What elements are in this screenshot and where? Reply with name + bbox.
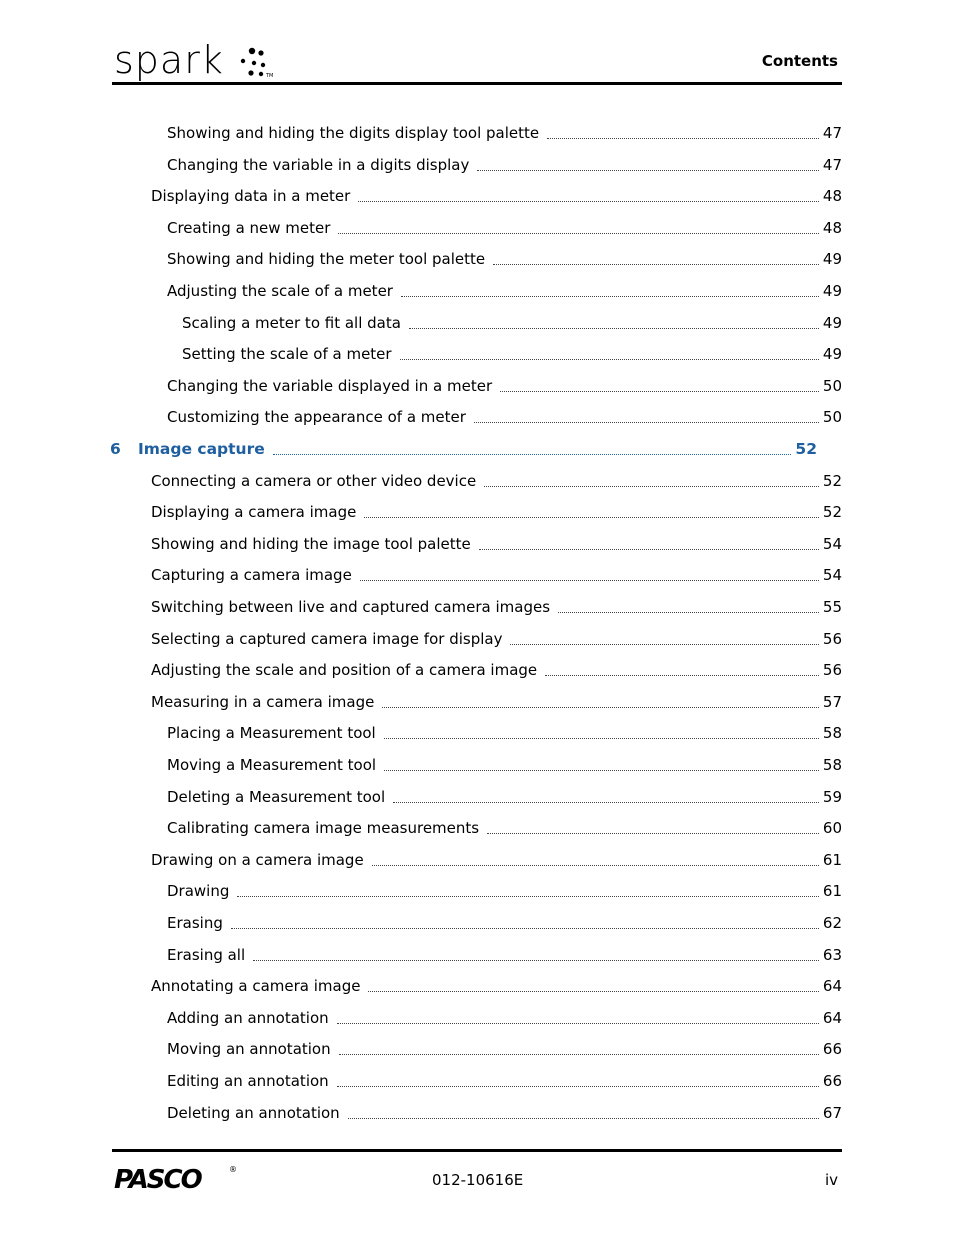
toc-entry[interactable] (167, 787, 842, 807)
toc-entry[interactable] (167, 249, 842, 269)
toc-entry[interactable] (167, 1039, 842, 1059)
dot-leader (384, 738, 819, 739)
chapter-number: 6 (110, 440, 121, 458)
toc-entry-page: 54 (822, 566, 842, 584)
toc-entry-page: 48 (822, 219, 842, 237)
dot-leader (409, 328, 819, 329)
toc-entry-page: 47 (822, 124, 842, 142)
toc-entry[interactable] (167, 1008, 842, 1028)
toc-entry[interactable] (167, 755, 842, 775)
dot-leader (368, 991, 818, 992)
dot-leader (393, 802, 819, 803)
toc-entry-title: Scaling a meter to fit all data (182, 314, 401, 332)
toc-entry-title: Moving an annotation (167, 1040, 331, 1058)
dot-leader (479, 549, 819, 550)
toc-entry-page: 50 (822, 377, 842, 395)
toc-entry[interactable] (151, 186, 842, 206)
toc-entry[interactable] (151, 692, 842, 712)
toc-entry-page: 59 (822, 788, 842, 806)
dot-leader (253, 960, 819, 961)
dot-leader (382, 707, 819, 708)
spark-dots-icon (239, 46, 275, 78)
dot-leader (337, 1086, 819, 1087)
toc-entry-title: Adding an annotation (167, 1009, 329, 1027)
page-header (112, 40, 842, 85)
toc-entry-page: 49 (822, 345, 842, 363)
toc-entry-page: 58 (822, 724, 842, 742)
toc-entry-page: 48 (822, 187, 842, 205)
toc-entry-title: Displaying a camera image (151, 503, 357, 521)
dot-leader (358, 201, 819, 202)
toc-entry-page: 54 (822, 535, 842, 553)
toc-entry-title: Drawing (167, 882, 230, 900)
dot-leader (474, 422, 819, 423)
toc-entry-title: Capturing a camera image (151, 566, 352, 584)
toc-entry-page: 64 (822, 1009, 842, 1027)
toc-entry-title: Selecting a captured camera image for display (151, 630, 503, 648)
toc-entry[interactable] (151, 976, 842, 996)
toc-entry-title: Calibrating camera image measurements (167, 819, 480, 837)
toc-entry[interactable] (151, 534, 842, 554)
toc-entry-page: 49 (822, 250, 842, 268)
dot-leader (477, 170, 819, 171)
spark-logo: spark (114, 38, 224, 82)
toc-entry[interactable] (167, 881, 842, 901)
pasco-logo-text: PASCO (114, 1165, 201, 1192)
dot-leader (360, 580, 819, 581)
toc-entry-title: Switching between live and captured camera images (151, 598, 551, 616)
toc-entry-title: Deleting an annotation (167, 1104, 340, 1122)
dot-leader (487, 833, 819, 834)
toc-entry-title: Moving a Measurement tool (167, 756, 377, 774)
toc-entry[interactable] (167, 723, 842, 743)
toc-entry[interactable] (167, 281, 842, 301)
toc-entry-page: 64 (822, 977, 842, 995)
toc-entry-title: Setting the scale of a meter (182, 345, 392, 363)
toc-entry[interactable] (167, 1071, 842, 1091)
toc-entry-title: Placing a Measurement tool (167, 724, 376, 742)
toc-entry-page: 61 (822, 882, 842, 900)
toc-entry[interactable] (151, 471, 842, 491)
dot-leader (348, 1118, 819, 1119)
toc-entry-title: Image capture (138, 440, 265, 458)
dot-leader (558, 612, 819, 613)
document-number: 012-10616E (432, 1171, 524, 1189)
toc-entry-page: 66 (822, 1040, 842, 1058)
toc-entry[interactable] (182, 313, 842, 333)
dot-leader (364, 517, 819, 518)
toc-entry[interactable] (151, 850, 842, 870)
toc-entry-page: 63 (822, 946, 842, 964)
toc-entry[interactable] (167, 218, 842, 238)
toc-entry-page: 52 (822, 472, 842, 490)
toc-entry-page: 56 (822, 661, 842, 679)
pasco-logo (114, 1162, 244, 1192)
toc-entry-title: Measuring in a camera image (151, 693, 375, 711)
toc-entry-page: 58 (822, 756, 842, 774)
dot-leader (500, 391, 819, 392)
toc-entry-page: 47 (822, 156, 842, 174)
toc-entry-page: 50 (822, 408, 842, 426)
dot-leader (372, 865, 819, 866)
toc-entry-page: 49 (822, 282, 842, 300)
trademark-mark: TM (266, 73, 274, 78)
toc-entry-title: Annotating a camera image (151, 977, 361, 995)
toc-entry[interactable] (151, 660, 842, 680)
toc-entry-page: 52 (822, 503, 842, 521)
dot-leader (484, 486, 819, 487)
toc-entry-title: Drawing on a camera image (151, 851, 364, 869)
dot-leader (384, 770, 819, 771)
section-title: Contents (761, 52, 838, 70)
toc-entry[interactable] (167, 123, 842, 143)
dot-leader (337, 1023, 819, 1024)
toc-entry-title: Changing the variable displayed in a meter (167, 377, 493, 395)
dot-leader (545, 675, 819, 676)
dot-leader (231, 928, 819, 929)
toc-entry[interactable] (151, 502, 842, 522)
toc-entry-title: Creating a new meter (167, 219, 331, 237)
page-footer (112, 1149, 842, 1192)
toc-entry-page: 61 (822, 851, 842, 869)
toc-entry[interactable] (167, 155, 842, 175)
toc-entry-page: 67 (822, 1104, 842, 1122)
dot-leader (339, 1054, 819, 1055)
toc-entry-title: Adjusting the scale and position of a camera image (151, 661, 538, 679)
toc-entry[interactable] (167, 407, 842, 427)
toc-chapter-entry[interactable] (110, 439, 817, 459)
toc-entry-page: 66 (822, 1072, 842, 1090)
dot-leader (273, 454, 792, 455)
toc-entry-title: Erasing all (167, 946, 246, 964)
toc-entry[interactable] (151, 629, 842, 649)
toc-entry[interactable] (167, 945, 842, 965)
toc-entry-title: Showing and hiding the digits display tool palette (167, 124, 540, 142)
toc-entry-page: 55 (822, 598, 842, 616)
toc-entry[interactable] (167, 376, 842, 396)
toc-entry-page: 49 (822, 314, 842, 332)
dot-leader (237, 896, 819, 897)
toc-entry[interactable] (167, 1103, 842, 1123)
dot-leader (510, 644, 818, 645)
dot-leader (338, 233, 818, 234)
dot-leader (547, 138, 819, 139)
toc-entry-title: Showing and hiding the meter tool palette (167, 250, 486, 268)
toc-entry-title: Editing an annotation (167, 1072, 329, 1090)
toc-entry-title: Connecting a camera or other video device (151, 472, 477, 490)
toc-entry-title: Deleting a Measurement tool (167, 788, 386, 806)
toc-entry-page: 57 (822, 693, 842, 711)
toc-entry-title: Showing and hiding the image tool palette (151, 535, 471, 553)
toc-entry[interactable] (151, 565, 842, 585)
dot-leader (493, 264, 819, 265)
toc-entry-page: 62 (822, 914, 842, 932)
toc-entry-title: Changing the variable in a digits display (167, 156, 470, 174)
toc-entry-page: 60 (822, 819, 842, 837)
toc-entry[interactable] (151, 597, 842, 617)
toc-entry-title: Customizing the appearance of a meter (167, 408, 466, 426)
toc-entry[interactable] (167, 913, 842, 933)
toc-entry-title: Adjusting the scale of a meter (167, 282, 393, 300)
toc-entry[interactable] (182, 344, 842, 364)
page-number: iv (824, 1171, 838, 1189)
dot-leader (401, 296, 819, 297)
toc-entry[interactable] (167, 818, 842, 838)
toc-entry-page: 56 (822, 630, 842, 648)
toc-entry-title: Erasing (167, 914, 223, 932)
toc-entry-page: 52 (795, 440, 817, 458)
toc-entry-title: Displaying data in a meter (151, 187, 351, 205)
dot-leader (400, 359, 819, 360)
registered-mark: ® (229, 1165, 237, 1174)
